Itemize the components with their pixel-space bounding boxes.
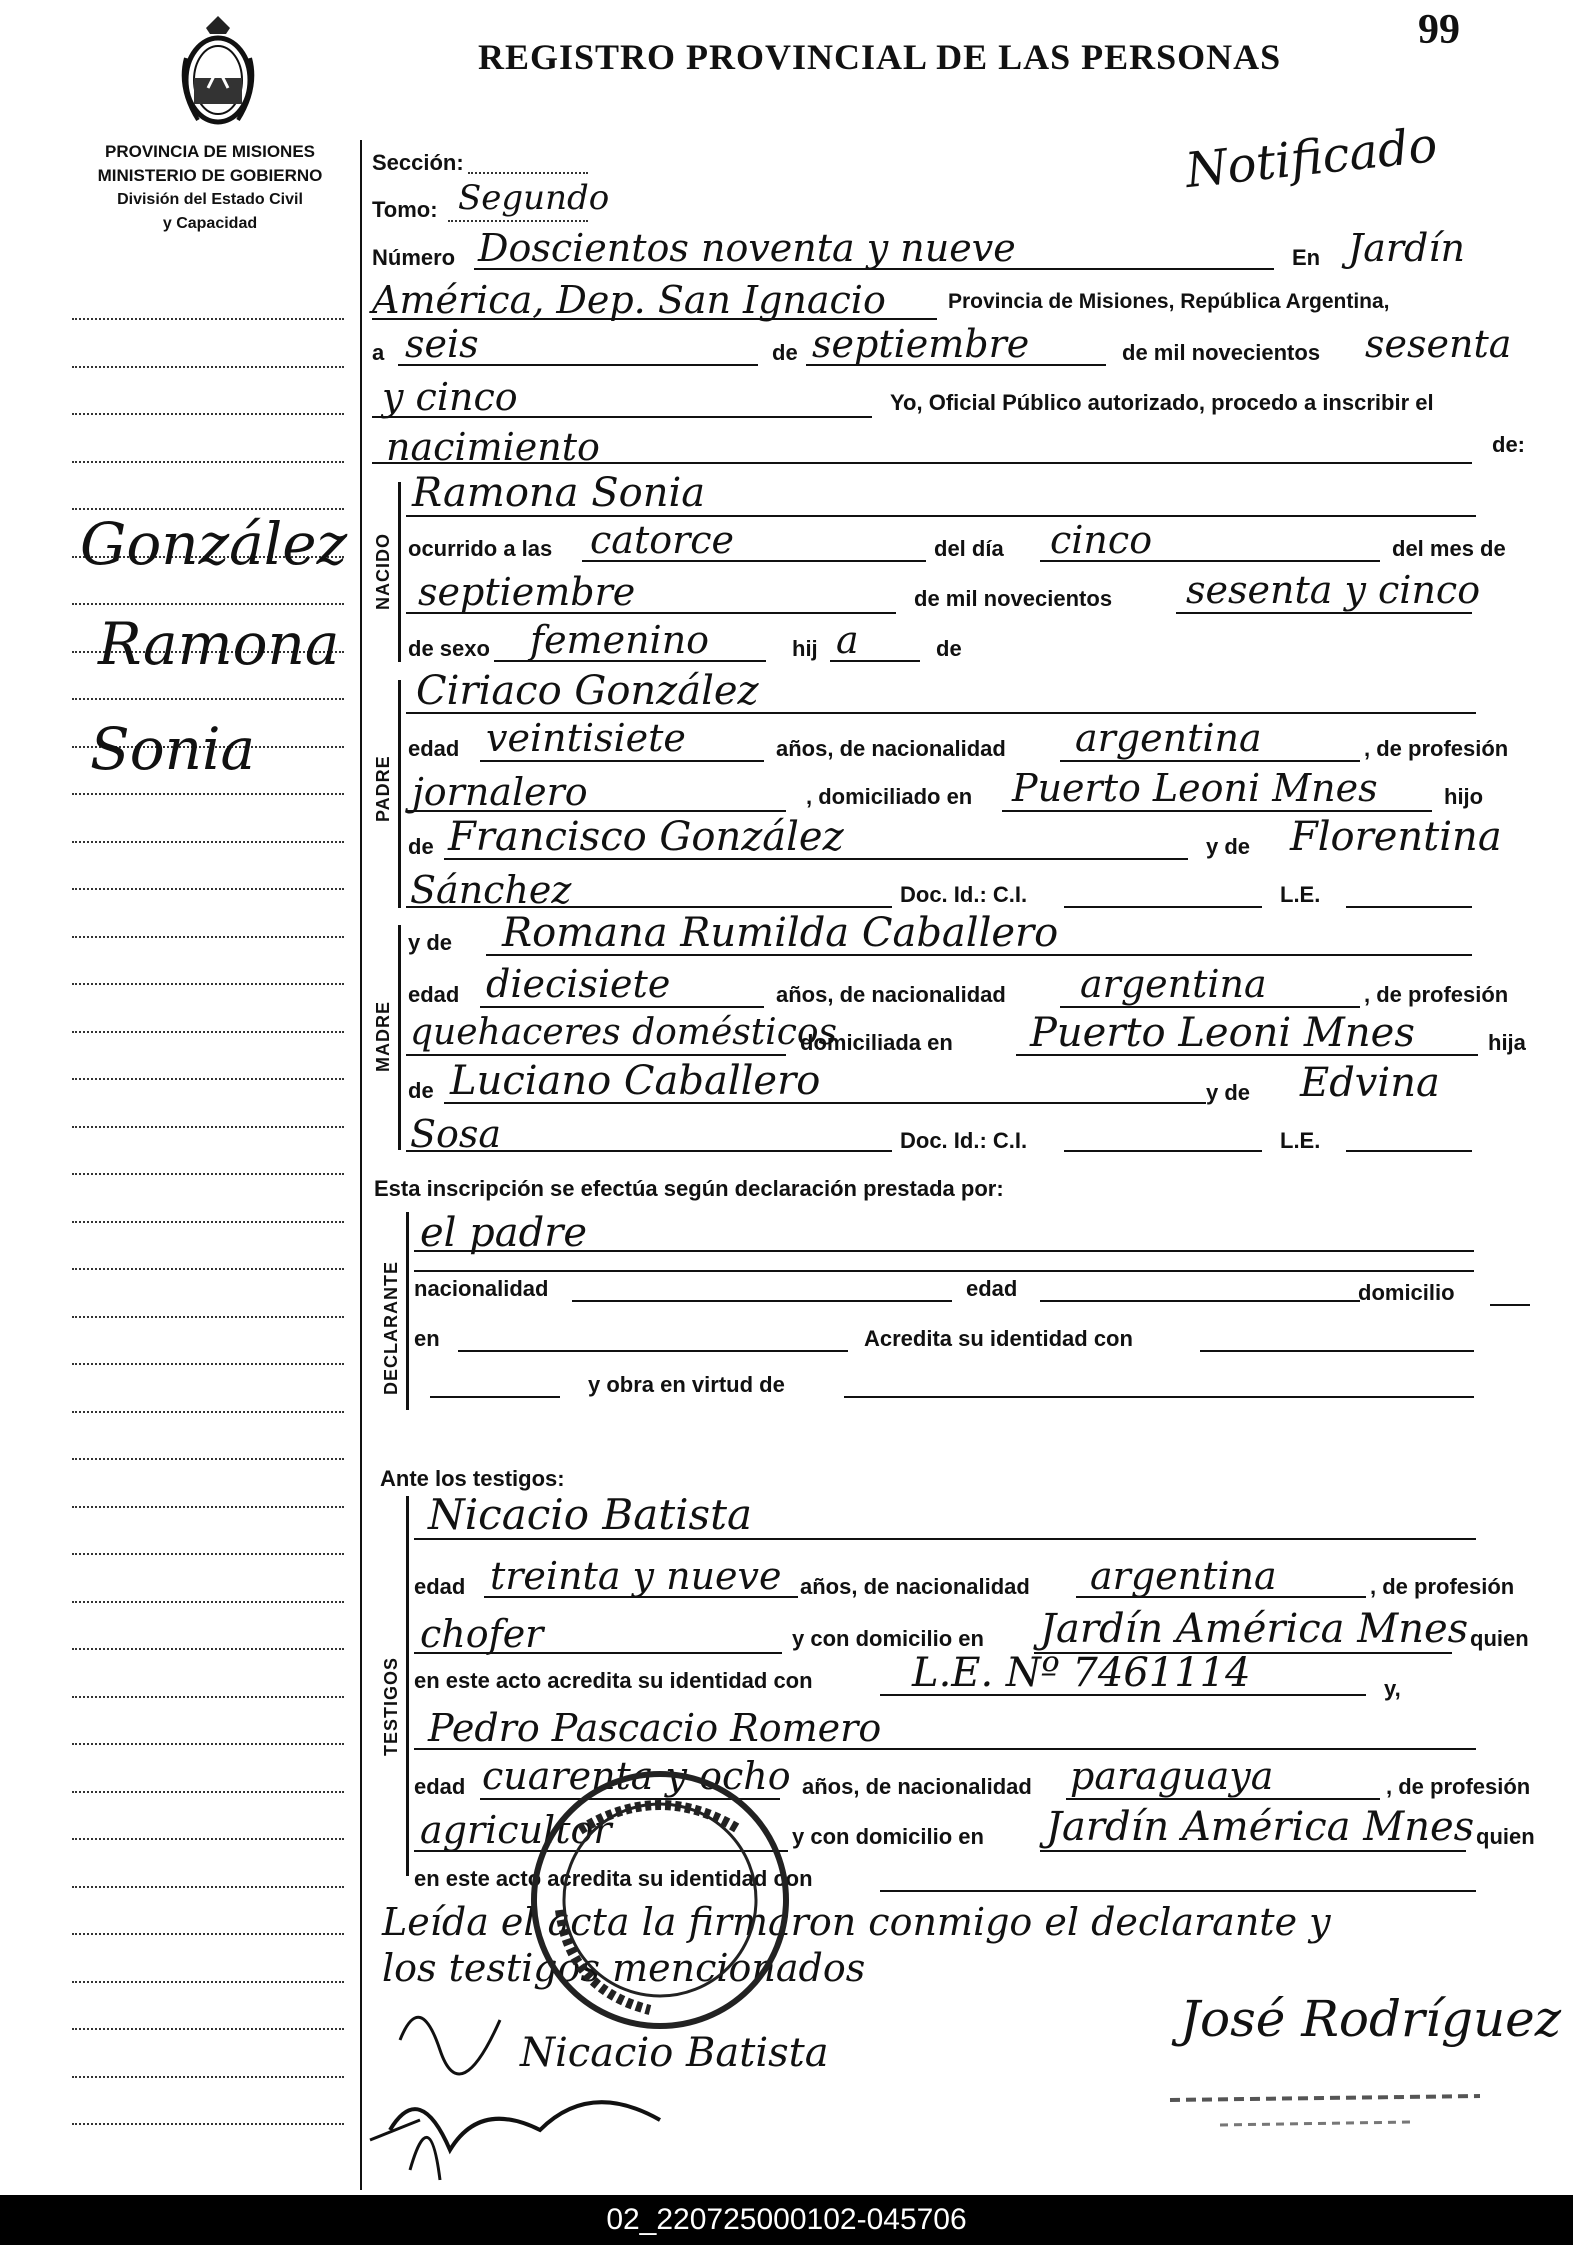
margin-rule-line (72, 603, 344, 605)
label-madre-edad: edad (408, 982, 460, 1007)
t1-edad-line (484, 1596, 798, 1598)
label-del-dia: del día (934, 536, 1004, 561)
value-anio2: y cinco (382, 375, 518, 419)
org-capacity: y Capacidad (162, 215, 258, 232)
madre-madre2-line (406, 1150, 892, 1152)
closing-line-1: Leída el acta la firmaron conmigo el declarante y (382, 1900, 1331, 1944)
label-madre-de: de (408, 1078, 434, 1103)
padre-madre2-line (406, 906, 892, 908)
madre-prof-line (406, 1054, 786, 1056)
page-number: 99 (1418, 7, 1460, 53)
margin-rule-line (72, 1031, 344, 1033)
value-madre-nac: argentina (1080, 962, 1267, 1006)
dia-line (398, 364, 758, 366)
margin-rule-line (72, 1981, 344, 1983)
padre-prof-line (406, 810, 786, 812)
label-madre-y-de: y de (408, 930, 453, 955)
t2-doc-line (880, 1890, 1476, 1892)
label-padre-le: L.E. (1280, 882, 1321, 907)
margin-rule-line (72, 1506, 344, 1508)
value-madre-padre: Luciano Caballero (450, 1058, 821, 1104)
sexo-line (494, 660, 766, 662)
label-t2-anos: años, de nacionalidad (802, 1774, 1032, 1799)
label-de-hija: de (936, 636, 962, 661)
label-y-comma: y, (1384, 1676, 1401, 1701)
padre-edad-line (480, 760, 764, 762)
madre-doc-line (1064, 1150, 1262, 1152)
label-padre-y-de: y de (1206, 834, 1251, 859)
side-label-nacido: NACIDO (373, 533, 393, 610)
signature-witness-1: Nicacio Batista (520, 2030, 829, 2076)
margin-rule-line (72, 1601, 344, 1603)
t2-dom-line (1040, 1850, 1466, 1852)
label-a: a (372, 340, 385, 365)
label-tomo: Tomo: (372, 197, 438, 222)
hora-line (582, 560, 926, 562)
margin-rule-line (72, 1411, 344, 1413)
margin-rule-line (72, 2028, 344, 2030)
org-division: División del Estado Civil (117, 191, 303, 208)
label-de-sexo: de sexo (408, 636, 490, 661)
dia-nac-line (1040, 560, 1380, 562)
value-hija-letter: a (836, 618, 859, 662)
value-numero: Doscientos noventa y nueve (478, 226, 1016, 270)
margin-rule-line (72, 1078, 344, 1080)
margin-rule-line (72, 1838, 344, 1840)
value-t2-nac: paraguaya (1070, 1754, 1274, 1798)
madre-nac-line (1060, 1006, 1360, 1008)
label-madre-profesion: , de profesión (1364, 982, 1509, 1007)
declarante-line (414, 1250, 1474, 1252)
value-madre-madre2: Sosa (410, 1112, 502, 1156)
label-yo: Yo, Oficial Público autorizado, procedo a inscribir el (890, 390, 1434, 415)
label-madre-y-de2: y de (1206, 1080, 1251, 1105)
value-dia: seis (405, 322, 479, 366)
margin-rule-line (72, 366, 344, 368)
value-t2-dom: Jardín América Mnes (1046, 1804, 1475, 1850)
decl-nac-line (572, 1300, 952, 1302)
margin-rule-line (72, 1221, 344, 1223)
padre-nombre-line (406, 712, 1476, 714)
margin-rule-line (72, 318, 344, 320)
tomo-line (448, 220, 588, 222)
value-padre-dom: Puerto Leoni Mnes (1012, 766, 1378, 810)
acto-line (372, 462, 1472, 464)
madre-padre-line (444, 1102, 1206, 1104)
margin-rule-line (72, 888, 344, 890)
label-padre-domiciliado: , domiciliado en (806, 784, 973, 809)
value-tomo: Segundo (458, 178, 610, 218)
margin-rule-line (72, 413, 344, 415)
label-t2-profesion: , de profesión (1386, 1774, 1531, 1799)
value-nombre: Ramona Sonia (412, 470, 706, 516)
side-label-padre: PADRE (373, 755, 393, 822)
decl-virtud-pre-line (430, 1396, 560, 1398)
margin-rule-line (72, 2076, 344, 2078)
label-hija: hija (1488, 1030, 1526, 1055)
margin-rule-line (72, 1648, 344, 1650)
madre-le-line (1346, 1150, 1472, 1152)
label-t1-profesion: , de profesión (1370, 1574, 1515, 1599)
margin-separator (360, 140, 362, 2190)
value-padre-nombre: Ciriaco González (416, 668, 759, 714)
margin-rule-line (72, 1126, 344, 1128)
decl-en-line (458, 1350, 848, 1352)
value-t1-edad: treinta y nueve (490, 1554, 782, 1598)
padre-padre-line (444, 858, 1188, 860)
margin-rule-line (72, 841, 344, 843)
label-padre-de: de (408, 834, 434, 859)
declarante-line2 (414, 1270, 1474, 1272)
margin-rule-line (72, 793, 344, 795)
value-t2-nombre: Pedro Pascacio Romero (428, 1706, 882, 1750)
label-t1-quien: quien (1470, 1626, 1529, 1651)
padre-bracket (398, 680, 401, 908)
padre-nac-line (1060, 760, 1360, 762)
t1-prof-line (414, 1652, 782, 1654)
value-anio: sesenta (1365, 322, 1512, 366)
value-sexo: femenino (530, 618, 710, 662)
nacido-bracket (398, 482, 401, 662)
value-hora: catorce (590, 518, 735, 562)
label-madre-le: L.E. (1280, 1128, 1321, 1153)
margin-rule-line (72, 1173, 344, 1175)
value-mes-nac: septiembre (418, 570, 636, 614)
label-de-mil: de mil novecientos (1122, 340, 1321, 365)
label-domicilio: domicilio (1358, 1280, 1455, 1305)
label-t2-edad: edad (414, 1774, 466, 1799)
seccion-line (468, 172, 588, 174)
side-label-declarante: DECLARANTE (381, 1261, 401, 1395)
page-title: REGISTRO PROVINCIAL DE LAS PERSONAS (478, 37, 1282, 77)
value-t2-edad: cuarenta y ocho (482, 1754, 791, 1798)
value-t1-prof: chofer (420, 1612, 544, 1656)
value-t1-dom: Jardín América Mnes (1040, 1606, 1469, 1652)
value-padre-madre2: Sánchez (410, 868, 572, 912)
margin-middle-name: Sonia (90, 715, 256, 783)
label-padre-doc: Doc. Id.: C.I. (900, 882, 1028, 907)
lugar-line (372, 318, 937, 320)
margin-rule-line (72, 2123, 344, 2125)
t1-nac-line (1076, 1596, 1366, 1598)
mes-line (806, 364, 1106, 366)
value-mes: septiembre (812, 322, 1030, 366)
margin-rule-line (72, 1458, 344, 1460)
value-padre-nac: argentina (1075, 716, 1262, 760)
testigos-bracket (406, 1496, 409, 1876)
label-padre-anos: años, de nacionalidad (776, 736, 1006, 761)
label-hij: hij (792, 636, 818, 661)
value-declarante: el padre (420, 1210, 588, 1256)
value-padre-padre: Francisco González (448, 814, 844, 860)
value-lugar: América, Dep. San Ignacio (372, 278, 886, 322)
margin-rule-line (72, 1268, 344, 1270)
value-padre-madre: Florentina (1290, 814, 1502, 860)
top-signature: Notificado (1182, 116, 1440, 200)
madre-edad-line (480, 1006, 764, 1008)
coat-of-arms-emblem (168, 8, 268, 138)
label-t1-acredita: en este acto acredita su identidad con (414, 1668, 813, 1693)
label-de-colon: de: (1492, 432, 1525, 457)
label-testigos: Ante los testigos: (380, 1466, 565, 1491)
org-ministry: MINISTERIO DE GOBIERNO (97, 166, 323, 185)
value-en: Jardín (1348, 226, 1466, 270)
value-padre-edad: veintisiete (486, 716, 686, 760)
side-label-testigos: TESTIGOS (381, 1656, 401, 1756)
decl-dom-line (1490, 1304, 1530, 1306)
label-t2-acredita: en este acto acredita su identidad con (414, 1866, 813, 1891)
label-padre-edad: edad (408, 736, 460, 761)
margin-rule-line (72, 1791, 344, 1793)
nombre-line (406, 515, 1476, 517)
margin-rule-line (72, 1553, 344, 1555)
signature-scribbles (360, 1980, 800, 2190)
t1-nombre-line (414, 1538, 1476, 1540)
label-t2-quien: quien (1476, 1824, 1535, 1849)
label-numero: Número (372, 245, 456, 270)
margin-surname: González (80, 510, 348, 578)
label-provincia: Provincia de Misiones, República Argentina, (948, 290, 1390, 313)
label-obra: y obra en virtud de (588, 1372, 785, 1397)
label-decl-en: en (414, 1326, 440, 1351)
label-seccion: Sección: (372, 150, 464, 175)
value-acto: nacimiento (386, 425, 600, 469)
margin-rule-line (72, 1363, 344, 1365)
value-madre-madre: Edvina (1300, 1060, 1440, 1106)
t1-doc-line (880, 1694, 1366, 1696)
label-decl-edad: edad (966, 1276, 1018, 1301)
value-t1-nac: argentina (1090, 1554, 1277, 1598)
padre-le-line (1346, 906, 1472, 908)
signature-official: José Rodríguez (1180, 1990, 1562, 2048)
decl-virtud-line (844, 1396, 1474, 1398)
label-declaracion: Esta inscripción se efectúa según declaración prestada por: (374, 1176, 1004, 1201)
margin-rule-line (72, 1316, 344, 1318)
value-madre-edad: diecisiete (486, 962, 671, 1006)
anio2-line (372, 416, 872, 418)
madre-nombre-line (486, 954, 1472, 956)
margin-rule-line (72, 983, 344, 985)
side-label-madre: MADRE (373, 1001, 393, 1072)
label-acredita: Acredita su identidad con (864, 1326, 1133, 1351)
value-t1-doc: L.E. Nº 7461114 (912, 1650, 1251, 1696)
value-t1-nombre: Nicacio Batista (428, 1490, 753, 1539)
label-hijo: hijo (1444, 784, 1484, 809)
label-t1-edad: edad (414, 1574, 466, 1599)
numero-line (474, 268, 1274, 270)
margin-rule-line (72, 1696, 344, 1698)
label-nacionalidad: nacionalidad (414, 1276, 549, 1301)
madre-dom-line (1016, 1054, 1478, 1056)
margin-rule-line (72, 1933, 344, 1935)
label-madre-domiciliada: domiciliada en (800, 1030, 953, 1055)
value-madre-nombre: Romana Rumilda Caballero (502, 910, 1059, 956)
closing-line-2: los testigos mencionados (382, 1946, 866, 1990)
official-stamp-text (1160, 2080, 1490, 2140)
anio-nac-line (1176, 612, 1472, 614)
label-t2-con-domicilio: y con domicilio en (792, 1824, 984, 1849)
margin-rule-line (72, 461, 344, 463)
label-madre-doc: Doc. Id.: C.I. (900, 1128, 1028, 1153)
decl-edad-line (1040, 1300, 1360, 1302)
padre-dom-line (1002, 810, 1432, 812)
org-province: PROVINCIA DE MISIONES (104, 142, 315, 161)
value-madre-prof: quehaceres domésticos (410, 1012, 838, 1053)
margin-rule-line (72, 1886, 344, 1888)
margin-first-name: Ramona (98, 610, 340, 678)
mes-nac-line (406, 612, 896, 614)
label-t1-con-domicilio: y con domicilio en (792, 1626, 984, 1651)
declarante-bracket (406, 1212, 409, 1410)
decl-acredita-line (1200, 1350, 1474, 1352)
label-madre-anos: años, de nacionalidad (776, 982, 1006, 1007)
margin-rule-line (72, 698, 344, 700)
value-anio-nac: sesenta y cinco (1186, 568, 1481, 612)
label-del-mes: del mes de (1392, 536, 1506, 561)
label-en: En (1292, 245, 1321, 270)
madre-bracket (398, 925, 401, 1150)
value-dia-nac: cinco (1050, 518, 1153, 562)
t2-nombre-line (414, 1748, 1476, 1750)
margin-rule-line (72, 1743, 344, 1745)
t2-nac-line (1066, 1798, 1380, 1800)
padre-doc-line (1064, 906, 1262, 908)
value-t2-prof: agricultor (420, 1808, 612, 1852)
document-id-footer: 02_220725000102-045706 (0, 2195, 1573, 2245)
value-madre-dom: Puerto Leoni Mnes (1030, 1010, 1415, 1056)
value-padre-prof: jornalero (412, 770, 588, 814)
label-t1-anos: años, de nacionalidad (800, 1574, 1030, 1599)
hija-line (830, 660, 920, 662)
margin-rule-line (72, 936, 344, 938)
label-padre-profesion: , de profesión (1364, 736, 1509, 761)
label-de-mil2: de mil novecientos (914, 586, 1113, 611)
label-de-mes: de (772, 340, 798, 365)
label-ocurrido: ocurrido a las (408, 536, 553, 561)
